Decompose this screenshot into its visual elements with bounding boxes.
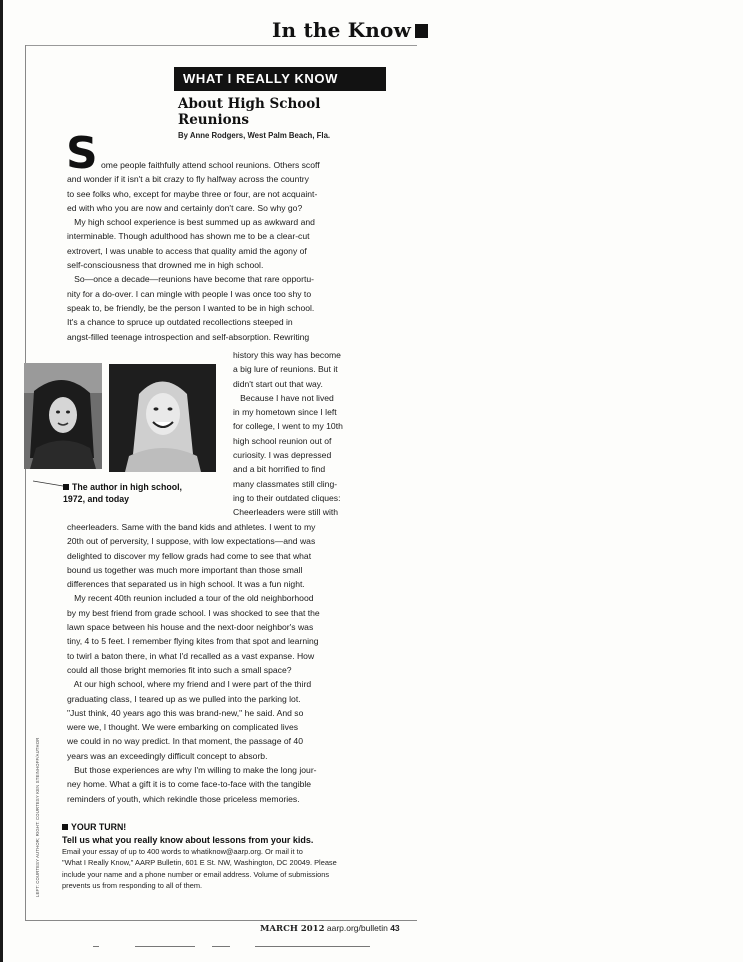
article-line: So—once a decade—reunions have become that rare opportu- (67, 274, 314, 285)
article-line: "Just think, 40 years ago this was brand-new," he said. And so (67, 707, 304, 718)
caption-line: The author in high school, (72, 482, 182, 492)
article-line: ed with who you are now and certainly don't care. So why go? (67, 202, 303, 213)
article-line: It's a chance to spruce up outdated recollections steeped in (67, 317, 293, 328)
article-line: a big lure of reunions. But it (233, 364, 338, 375)
article-line: curiosity. I was depressed (233, 450, 332, 461)
caption-line: 1972, and today (63, 494, 130, 504)
your-turn-line: Email your essay of up to 400 words to whatiknow@aarp.org. Or mail it to (62, 847, 303, 856)
article-line: years was an exceedingly difficult concept to absorb. (67, 750, 268, 761)
scan-mark (255, 946, 370, 947)
article-body-top (67, 158, 369, 344)
article-line: many classmates still cling- (233, 478, 338, 489)
article-body-bottom (67, 520, 369, 806)
photo-credit: LEFT: COURTESY AUTHOR; RIGHT: COURTESY KEN STEINHOFF/AUTHOR (35, 737, 40, 897)
your-turn-label: YOUR TURN! (62, 822, 382, 833)
article-line: ome people faithfully attend school reunions. Others scoff (101, 160, 320, 170)
your-turn-line: prevents us from responding to all of them. (62, 880, 203, 890)
article-line: My high school experience is best summed up as awkward and (67, 217, 315, 228)
byline: By Anne Rodgers, West Palm Beach, Fla. (178, 131, 331, 140)
article-line: reminders of youth, which rekindle those priceless memories. (67, 793, 300, 804)
article-line: graduating class, I teared up as we pulled into the parking lot. (67, 693, 301, 704)
scan-mark (135, 946, 195, 947)
article-line: for college, I went to my 10th (233, 421, 343, 432)
article-headline: About High School Reunions (178, 96, 321, 128)
photo-caption (63, 481, 223, 505)
article-line: At our high school, where my friend and I were part of the third (67, 679, 312, 690)
article-line: and wonder if it isn't a bit crazy to fly halfway across the country (67, 174, 309, 185)
your-turn-line: include your name and a phone number or email address. Volume of submissions (62, 869, 330, 879)
drop-cap: S (66, 128, 98, 179)
article-line: Because I have not lived (233, 392, 334, 403)
article-line: speak to, be friendly, be the person I wanted to be in high school. (67, 302, 315, 313)
article-line: in my hometown since I left (233, 407, 337, 418)
article-line: high school reunion out of (233, 435, 332, 446)
caption-square-icon (63, 484, 69, 490)
article-line: ing to their outdated cliques: (233, 492, 341, 503)
photo-today (109, 364, 216, 472)
article-line: nity for a do-over. I can mingle with people I was once too shy to (67, 288, 312, 299)
your-turn-box (62, 822, 382, 891)
title-square-icon (415, 24, 428, 38)
article-line: ney home. What a gift it is to come face-to-face with the tangible (67, 779, 312, 790)
article-line: bound us together was much more important than those small (67, 564, 303, 575)
footer-month: MARCH 2012 (260, 924, 325, 934)
article-body-narrow (233, 348, 373, 520)
scan-mark (93, 946, 99, 947)
scan-edge (0, 0, 3, 962)
article-line: lawn space between his house and the next-door neighbor's was (67, 622, 314, 633)
article-line: But those experiences are why I'm willing to make the long jour- (67, 765, 317, 776)
column-banner: WHAT I REALLY KNOW (174, 67, 386, 91)
page-number: 43 (390, 923, 400, 933)
your-turn-body (62, 846, 382, 891)
article-line: cheerleaders. Same with the band kids and athletes. I went to my (67, 522, 316, 532)
article-line: differences that separated us in high school. It was a fun night. (67, 579, 305, 590)
section-title: In the Know (272, 18, 428, 42)
footer-url: aarp.org/bulletin (326, 923, 388, 933)
article-line: interminable. Though adulthood has shown me to be a clear-cut (67, 231, 310, 242)
article-line: didn't start out that way. (233, 378, 323, 389)
your-turn-line: "What I Really Know," AARP Bulletin, 601 E St. NW, Washington, DC 20049. Please (62, 858, 337, 868)
article-line: delighted to discover my fellow grads had come to see that what (67, 550, 312, 561)
article-line: history this way has become (233, 350, 341, 360)
page-footer (260, 923, 400, 934)
article-line: extrovert, I was unable to access that quality amid the agony of (67, 245, 307, 256)
article-line: 20th out of perversity, I suppose, with low expectations—and was (67, 536, 316, 547)
article-line: My recent 40th reunion included a tour of the old neighborhood (67, 593, 314, 604)
your-turn-square-icon (62, 824, 68, 830)
caption-pointer (33, 479, 65, 489)
article-line: angst-filled teenage introspection and self-absorption. Rewriting (67, 331, 310, 342)
photo-high-school (24, 363, 102, 469)
article-line: and a bit horrified to find (233, 464, 326, 475)
article-line: Cheerleaders were still with (233, 507, 339, 518)
article-line: tiny, 4 to 5 feet. I remember flying kites from that spot and learning (67, 636, 319, 647)
article-line: self-consciousness that drowned me in high school. (67, 260, 264, 271)
your-turn-prompt: Tell us what you really know about lessons from your kids. (62, 835, 314, 845)
scan-mark (212, 946, 230, 947)
article-line: we could in no way predict. In that moment, the passage of 40 (67, 736, 303, 747)
article-line: to twirl a baton there, in what I'd recalled as a vast expanse. How (67, 650, 315, 661)
article-line: by my best friend from grade school. I was shocked to see that the (67, 607, 320, 618)
article-line: were we, I thought. We were embarking on complicated lives (67, 722, 299, 733)
article-line: to see folks who, except for maybe three or four, are not acquaint- (67, 188, 318, 199)
article-line: could all those bright memories fit into such a small space? (67, 664, 292, 675)
